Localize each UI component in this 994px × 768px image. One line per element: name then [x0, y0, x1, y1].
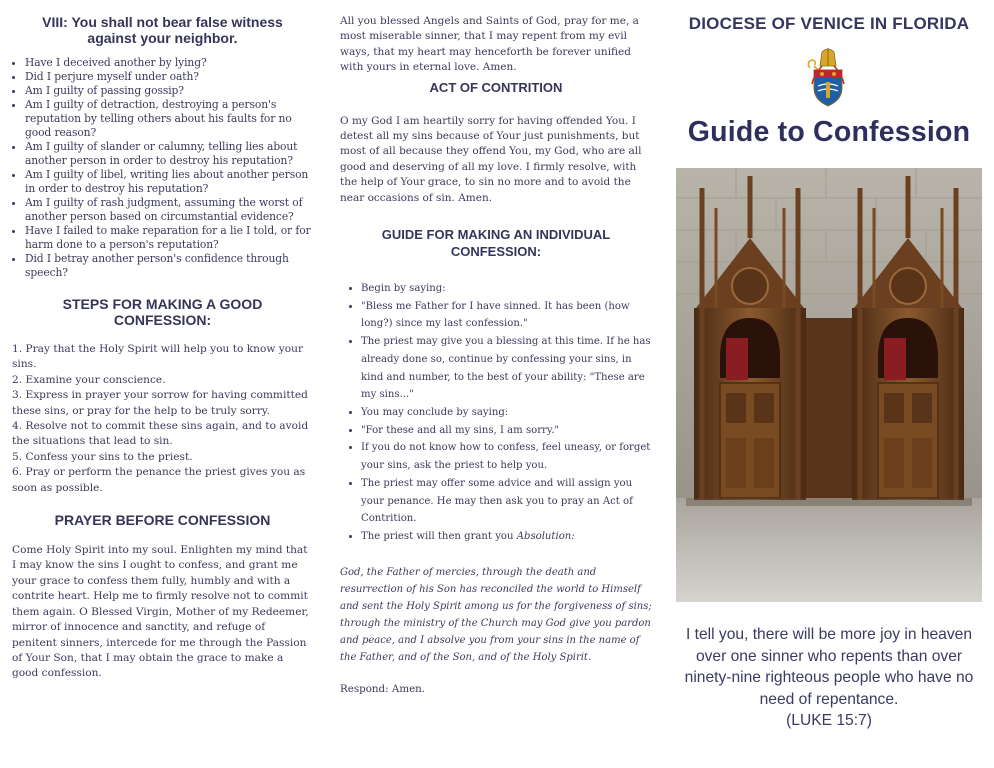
commandment-list — [12, 56, 313, 280]
prayer-heading: PRAYER BEFORE CONFESSION — [54, 512, 271, 529]
list-item: • "Bless me Father for I have sinned. It has been (how long?) since my last confession." — [361, 298, 652, 333]
left-panel — [0, 0, 323, 682]
scripture-quote — [678, 624, 980, 732]
contrition-heading: ACT OF CONTRITION — [429, 79, 563, 95]
commandment-heading: VIII: You shall not bear false witness against your neighbor. — [42, 14, 283, 46]
list-item: • Begin by saying: — [361, 280, 652, 298]
list-item: • Am I guilty of libel, writing lies about another person in order to destroy his reputation? — [25, 168, 313, 196]
list-item: • The priest may give you a blessing at this time. If he has already done so, continue by confessing your sins, in kind and number, to the best of your ability: "These are my sins..." — [361, 333, 652, 404]
quote-reference: (LUKE 15:7) — [786, 712, 872, 729]
list-item: • Did I perjure myself under oath? — [25, 70, 313, 84]
list-item: • Am I guilty of detraction, destroying a person's reputation by telling others about his faults for no good reason? — [25, 98, 313, 140]
absolution-item-text: The priest will then grant you — [361, 530, 517, 542]
list-item: • Did I betray another person's confidence through speech? — [25, 252, 313, 280]
list-item: • The priest may offer some advice and will assign you your penance. He may then ask you to pray an Act of Contrition. — [361, 475, 652, 528]
diocese-crest-icon — [804, 44, 852, 108]
prayer-continued-text: All you blessed Angels and Saints of God, pray for me, a most miserable sinner, that I may repent from my evil ways, that my heart may henceforth be forever unified with yours in eternal love. Amen. — [340, 15, 639, 74]
quote-text: I tell you, there will be more joy in heaven over one sinner who repents than over ninety-nine righteous people who have no need of repentance. — [684, 626, 974, 708]
guide-list — [340, 280, 652, 546]
list-item: • Am I guilty of passing gossip? — [25, 84, 313, 98]
list-item: • If you do not know how to confess, feel uneasy, or forget your sins, ask the priest to help you. — [361, 439, 652, 474]
list-item: 6. Pray or perform the penance the priest gives you as soon as possible. — [12, 466, 306, 494]
list-item: 3. Express in prayer your sorrow for having committed these sins, or pray for the help to be truly sorry. — [12, 389, 308, 417]
steps-heading: STEPS FOR MAKING A GOOD CONFESSION: — [62, 296, 263, 328]
list-item: • Am I guilty of rash judgment, assuming the worst of another person based on circumstantial evidence? — [25, 196, 313, 224]
page-title: Guide to Confession — [687, 116, 971, 148]
list-item: • Am I guilty of slander or calumny, telling lies about another person in order to destroy his reputation? — [25, 140, 313, 168]
confessional-photo — [676, 168, 982, 602]
list-item: 1. Pray that the Holy Spirit will help you to know your sins. — [12, 343, 304, 371]
diocese-title: DIOCESE OF VENICE IN FLORIDA — [688, 14, 970, 33]
list-item: • "For these and all my sins, I am sorry." — [361, 422, 652, 440]
list-item: • Have I deceived another by lying? — [25, 56, 313, 70]
list-item: • Have I failed to make reparation for a lie I told, or for harm done to a person's reputation? — [25, 224, 313, 252]
respond-text: Respond: Amen. — [340, 682, 426, 695]
prayer-text: Come Holy Spirit into my soul. Enlighten my mind that I may know the sins I ought to confess, and grant me your grace to confess them fully, humbly and with a contrite heart. Help me to firmly resolve not to commit them again. O Blessed Virgin, Mother of my Redeemer, mirror of innocence and sanctity, and refuge of penitent sinners, intercede for me through the Passion of Your Son, that I may obtain the grace to make a good confession. — [12, 544, 309, 680]
list-item: • You may conclude by saying: — [361, 404, 652, 422]
absolution-text: God, the Father of mercies, through the death and resurrection of his Son has reconciled the world to Himself and sent the Holy Spirit among us for the forgiveness of sins; through the ministry of the Church may God give you pardon and peace, and I absolve you from your sins in the name of the Father, and of the Son, and of the Holy Spirit. — [340, 566, 652, 663]
list-item: 4. Resolve not to commit these sins again, and to avoid the situations that lead to sin. — [12, 420, 309, 448]
list-item: 2. Examine your conscience. — [12, 373, 166, 386]
guide-heading: GUIDE FOR MAKING AN INDIVIDUAL CONFESSION: — [381, 227, 611, 260]
middle-panel — [330, 0, 656, 697]
absolution-word: Absolution: — [516, 530, 575, 542]
list-item: 5. Confess your sins to the priest. — [12, 450, 193, 463]
contrition-text: O my God I am heartily sorry for having offended You. I detest all my sins because of Your just punishments, but most of all because they offend You, my God, who are all good and deserving of all my love. I firmly resolve, with the help of Your grace, to sin no more and to avoid the near occasions of sin. Amen. — [340, 114, 642, 204]
cover-panel — [664, 0, 994, 768]
steps-list — [12, 342, 313, 496]
list-item — [361, 528, 652, 546]
